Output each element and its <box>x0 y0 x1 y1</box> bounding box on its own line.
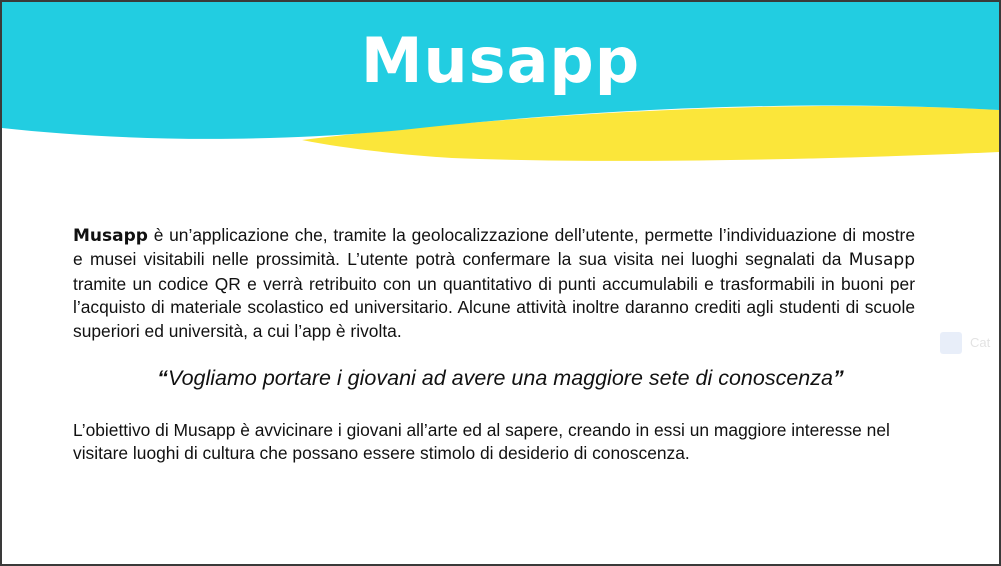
intro-text-a: è un’applicazione che, tramite la geolocalizzazione dell’utente, permette l’individuazione di mostre e musei visitabili nelle prossimità. L’utente potrà confermare la sua visita nei luoghi segnalati da <box>73 225 915 270</box>
quote-text: Vogliamo portare i giovani ad avere una maggiore sete di conoscenza <box>168 366 833 390</box>
intro-paragraph <box>73 224 915 343</box>
mission-quote <box>2 366 999 391</box>
brand-name: Musapp <box>73 226 148 246</box>
intro-text-b: tramite un codice QR e verrà retribuito con un quantitativo di punti accumulabili e trasformabili in buoni per l’acquisto di materiale scolastico ed universitario. Alcune attività inoltre daranno crediti agli studenti di scuole superiori ed università, a cui l’app è rivolta. <box>73 273 915 341</box>
brand-name-inline: Musapp <box>848 250 915 271</box>
faded-overlay-button[interactable] <box>940 332 999 354</box>
slide-title: Musapp <box>360 24 641 97</box>
quote-open-mark: “ <box>157 366 169 390</box>
app-icon <box>940 332 962 354</box>
slide <box>2 2 999 564</box>
quote-close-mark: ” <box>832 366 844 390</box>
objective-paragraph: L’obiettivo di Musapp è avvicinare i giovani all’arte ed al sapere, creando in essi un maggiore interesse nel visitare luoghi di cultura che possano essere stimolo di desiderio di conoscenza. <box>73 420 890 464</box>
faded-overlay-label: Cat <box>970 335 991 350</box>
